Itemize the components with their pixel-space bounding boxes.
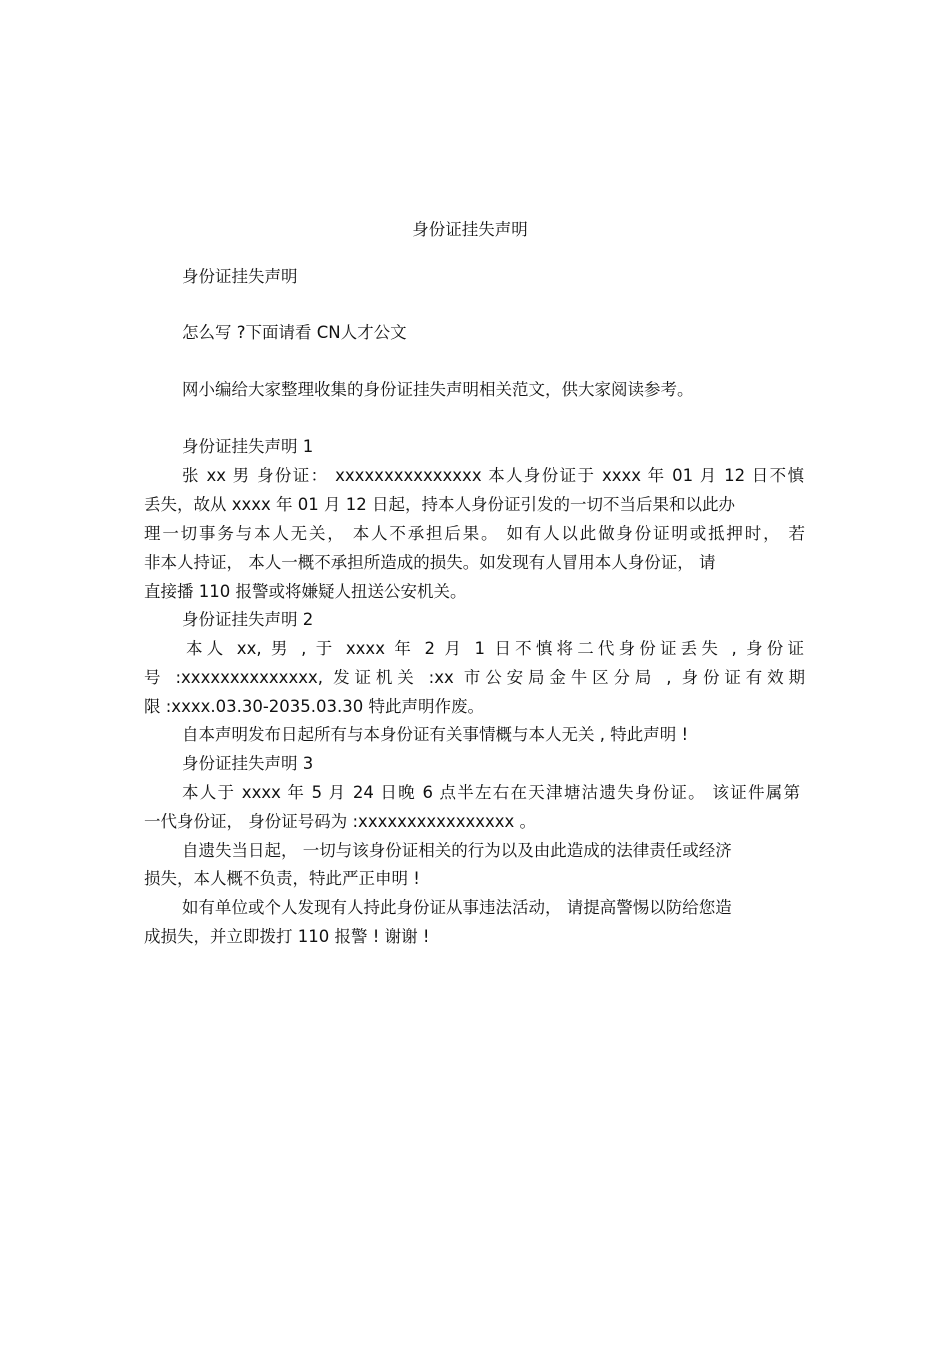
section-1-heading: 身份证挂失声明 1 bbox=[182, 437, 314, 456]
section-3-line-2: 一代身份证， 身份证号码为 :xxxxxxxxxxxxxxxx 。 bbox=[144, 812, 537, 831]
document-subtitle: 身份证挂失声明 bbox=[182, 267, 298, 286]
section-2-line-2: 号 :xxxxxxxxxxxxxx, 发证机关 :xx 市公安局金牛区分局 , 身份证有效期 bbox=[144, 668, 805, 687]
intro-text: 网小编给大家整理收集的身份证挂失声明相关范文，供大家阅读参考。 bbox=[182, 380, 694, 399]
section-3-line-1: 本人于 xxxx 年 5 月 24 日晚 6 点半左右在天津塘沽遗失身份证。 该证件属第 bbox=[182, 783, 800, 802]
section-2-heading: 身份证挂失声明 2 bbox=[182, 610, 314, 629]
section-2-line-3: 限 :xxxx.03.30-2035.03.30 特此声明作废。 bbox=[144, 697, 485, 716]
section-2-line-4: 自本声明发布日起所有与本身份证有关事情概与本人无关 , 特此声明 ! bbox=[182, 725, 689, 744]
section-3-heading: 身份证挂失声明 3 bbox=[182, 754, 314, 773]
section-1-line-3: 理一切事务与本人无关， 本人不承担后果。 如有人以此做身份证明或抵押时， 若 bbox=[144, 524, 805, 543]
document-title: 身份证挂失声明 bbox=[412, 220, 528, 239]
section-3-line-3: 自遗失当日起， 一切与该身份证相关的行为以及由此造成的法律责任或经济 bbox=[182, 841, 732, 860]
section-1-line-5: 直接播 110 报警或将嫌疑人扭送公安机关。 bbox=[144, 582, 467, 601]
section-3-line-5: 如有单位或个人发现有人持此身份证从事违法活动， 请提高警惕以防给您造 bbox=[182, 898, 732, 917]
section-3-line-4: 损失，本人概不负责，特此严正申明 ! bbox=[144, 869, 420, 888]
section-1-line-2: 丢失，故从 xxxx 年 01 月 12 日起，持本人身份证引发的一切不当后果和以此办 bbox=[144, 495, 736, 514]
section-2-line-1: 本人 xx, 男 , 于 xxxx 年 2 月 1 日不慎将二代身份证丢失 , 身份证 bbox=[186, 639, 804, 658]
intro-question: 怎么写 ?下面请看 CN人才公文 bbox=[182, 323, 407, 342]
section-1-line-4: 非本人持证， 本人一概不承担所造成的损失。如发现有人冒用本人身份证， 请 bbox=[144, 553, 716, 572]
section-3-line-6: 成损失，并立即拨打 110 报警 ! 谢谢 ! bbox=[144, 927, 430, 946]
section-1-line-1: 张 xx 男 身份证： xxxxxxxxxxxxxxx 本人身份证于 xxxx 年 01 月 12 日不慎 bbox=[182, 466, 804, 485]
